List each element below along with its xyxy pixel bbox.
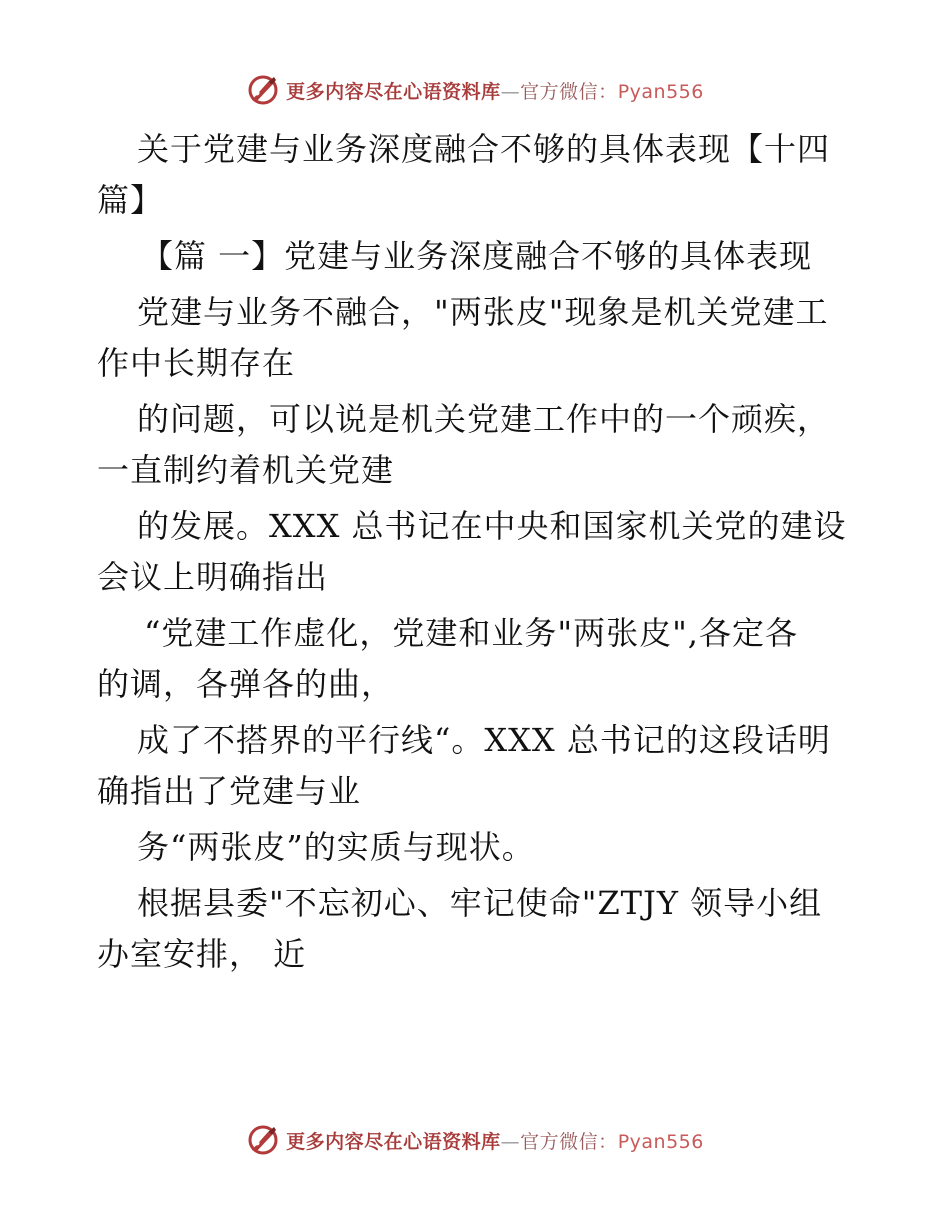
watermark-label: 官方微信：: [520, 1130, 618, 1153]
paragraph-line: 会议上明确指出: [97, 558, 329, 596]
paragraph-line: 成了不搭界的平行线“。XXX 总书记的这段话明: [137, 721, 831, 759]
footer-watermark-banner: [0, 1120, 950, 1160]
paragraph-line: 党建与业务不融合，"两张皮"现象是机关党建工: [137, 293, 829, 331]
watermark-wechat-id: Pyan556: [617, 80, 704, 103]
paragraph-line: 务“两张皮”的实质与现状。: [137, 828, 535, 866]
watermark-text: [286, 77, 704, 104]
watermark-separator: —: [500, 80, 521, 103]
paragraph-line: 的问题，可以说是机关党建工作中的一个顽疾，: [137, 400, 831, 438]
paragraph-line: “党建工作虚化，党建和业务"两张皮",各定各: [144, 614, 798, 652]
document-title-line-1: 关于党建与业务深度融合不够的具体表现【十四: [137, 130, 831, 168]
paragraph-line: 办室安排， 近: [97, 935, 307, 973]
paragraph-line: 根据县委"不忘初心、牢记使命"ZTJY 领导小组: [137, 884, 823, 922]
paragraph-line: 确指出了党建与业: [97, 772, 362, 810]
document-body: [97, 124, 857, 980]
paragraph-line: 作中长期存在: [97, 344, 296, 382]
pen-logo-icon: [246, 73, 280, 107]
watermark-brand: 更多内容尽在心语资料库: [286, 1130, 501, 1153]
watermark-brand: 更多内容尽在心语资料库: [286, 80, 501, 103]
paragraph-line: 的发展。XXX 总书记在中央和国家机关党的建设: [137, 507, 847, 545]
pen-logo-icon: [246, 1123, 280, 1157]
watermark-separator: —: [500, 1130, 521, 1153]
watermark-text: [286, 1127, 704, 1154]
document-title-line-2: 篇】: [97, 181, 164, 219]
section-heading: 【篇 一】党建与业务深度融合不够的具体表现: [141, 237, 813, 275]
paragraph-line: 一直制约着机关党建: [97, 451, 395, 489]
watermark-wechat-id: Pyan556: [617, 1130, 704, 1153]
watermark-label: 官方微信：: [520, 80, 618, 103]
paragraph-line: 的调，各弹各的曲，: [97, 665, 395, 703]
header-watermark-banner: [0, 70, 950, 110]
